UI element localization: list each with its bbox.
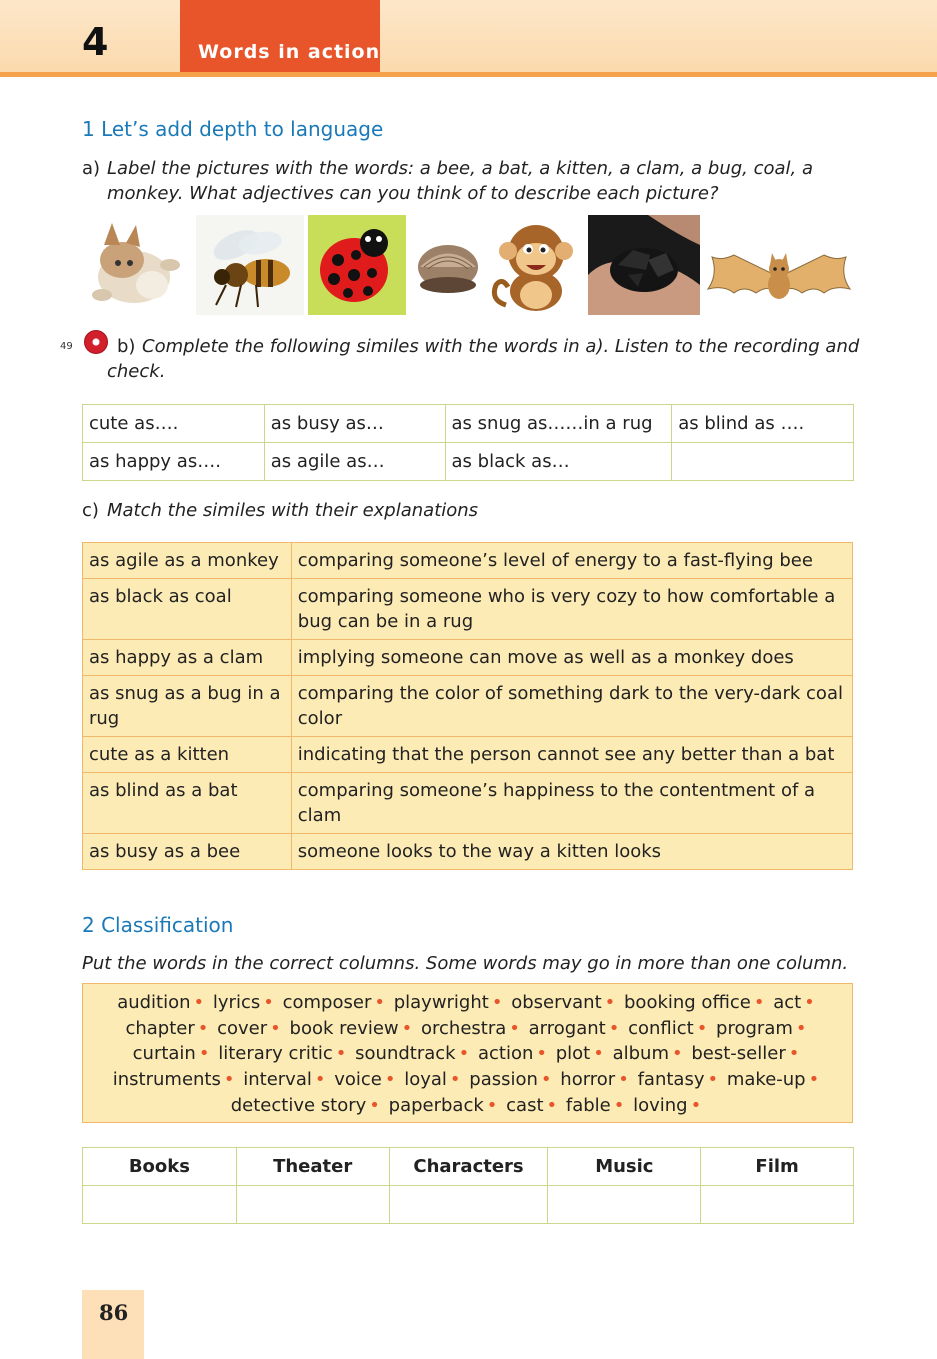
table-row xyxy=(83,443,854,481)
word-bank-item: instruments xyxy=(112,1069,221,1091)
word-bank-item: loving xyxy=(633,1094,688,1116)
simile-cell: as agile as a monkey xyxy=(83,543,292,579)
word-bank-item: booking office xyxy=(624,992,751,1013)
simile-cell: as happy as…. xyxy=(83,443,265,481)
word-bank-item: horror xyxy=(560,1069,616,1091)
simile-cell: as happy as a clam xyxy=(83,640,292,676)
table-row xyxy=(83,676,853,737)
bullet-separator: • xyxy=(449,1069,461,1091)
word-bank-item: observant xyxy=(511,992,602,1013)
bullet-separator: • xyxy=(546,1094,558,1116)
word-bank-item: act xyxy=(773,992,802,1013)
exercise-b-line2: check. xyxy=(107,361,166,382)
column-music: Music xyxy=(548,1148,701,1186)
simile-cell: as blind as a bat xyxy=(83,773,292,834)
table-row xyxy=(83,1186,854,1224)
bullet-separator: • xyxy=(314,1069,326,1091)
explanation-cell: implying someone can move as well as a monkey does xyxy=(291,640,852,676)
simile-cell: cute as…. xyxy=(83,405,265,443)
word-bank-item: voice xyxy=(334,1069,382,1091)
explanation-cell: indicating that the person cannot see any better than a bat xyxy=(291,737,852,773)
bullet-separator: • xyxy=(197,1017,209,1039)
simile-cell: as black as coal xyxy=(83,579,292,640)
word-bank-item: composer xyxy=(282,992,372,1013)
classification-instruction: Put the words in the correct columns. Some words may go in more than one column. xyxy=(82,953,849,974)
exercise-b-line1: Complete the following similes with the words in a). Listen to the recording and xyxy=(142,336,860,357)
bullet-separator: • xyxy=(270,1017,281,1039)
word-bank-item: program xyxy=(716,1017,793,1039)
simile-cell: as snug as a bug in a rug xyxy=(83,676,292,737)
match-table xyxy=(82,542,853,870)
word-bank-item: passion xyxy=(469,1069,538,1091)
table-header-row xyxy=(83,1148,854,1186)
word-bank-item: paperback xyxy=(388,1094,484,1116)
bullet-separator: • xyxy=(486,1094,498,1116)
bullet-separator: • xyxy=(613,1094,625,1116)
word-bank-item: action xyxy=(477,1043,534,1065)
bullet-separator: • xyxy=(788,1043,800,1065)
table-row xyxy=(83,579,853,640)
bullet-separator: • xyxy=(608,1017,620,1039)
table-row xyxy=(83,737,853,773)
bullet-separator: • xyxy=(223,1069,235,1091)
picture-strip xyxy=(82,215,854,315)
bullet-separator: • xyxy=(804,992,815,1013)
bullet-separator: • xyxy=(753,992,765,1013)
track-number: 49 xyxy=(60,341,73,352)
explanation-cell: someone looks to the way a kitten looks xyxy=(291,834,852,870)
word-bank-item: interval xyxy=(243,1069,312,1091)
unit-number: 4 xyxy=(82,20,109,64)
bullet-separator: • xyxy=(593,1043,604,1065)
word-bank-item: album xyxy=(612,1043,669,1065)
word-bank-item: fantasy xyxy=(637,1069,705,1091)
bullet-separator: • xyxy=(193,992,205,1013)
exercise-b-label: b) xyxy=(117,336,136,357)
word-bank-item: plot xyxy=(555,1043,591,1065)
bullet-separator: • xyxy=(672,1043,683,1065)
answer-cell[interactable] xyxy=(83,1186,237,1224)
column-theater: Theater xyxy=(236,1148,389,1186)
table-row xyxy=(83,640,853,676)
explanation-cell: comparing someone who is very cozy to how comfortable a bug can be in a rug xyxy=(291,579,852,640)
ladybug-picture xyxy=(308,215,406,315)
table-row xyxy=(83,773,853,834)
column-books: Books xyxy=(83,1148,237,1186)
bullet-separator: • xyxy=(808,1069,820,1091)
word-bank-item: cover xyxy=(217,1017,268,1039)
bullet-separator: • xyxy=(509,1017,520,1039)
simile-cell: as blind as …. xyxy=(672,405,854,443)
classification-table xyxy=(82,1147,854,1224)
bat-picture xyxy=(704,215,854,315)
unit-title: Words in action xyxy=(198,41,381,63)
bullet-separator: • xyxy=(491,992,503,1013)
word-bank xyxy=(82,983,853,1123)
bullet-separator: • xyxy=(690,1094,702,1116)
table-row xyxy=(83,405,854,443)
word-bank-item: conflict xyxy=(628,1017,694,1039)
bullet-separator: • xyxy=(604,992,616,1013)
word-bank-item: audition xyxy=(117,992,191,1013)
word-bank-item: soundtrack xyxy=(355,1043,456,1065)
table-row xyxy=(83,543,853,579)
word-bank-item: best-seller xyxy=(691,1043,786,1065)
bullet-separator: • xyxy=(384,1069,396,1091)
bullet-separator: • xyxy=(696,1017,708,1039)
monkey-picture xyxy=(488,215,584,315)
section2-title: 2 Classification xyxy=(82,913,234,937)
table-row xyxy=(83,834,853,870)
bullet-separator: • xyxy=(374,992,385,1013)
bullet-separator: • xyxy=(369,1094,380,1116)
word-bank-item: literary critic xyxy=(218,1043,333,1065)
bullet-separator: • xyxy=(618,1069,629,1091)
bullet-separator: • xyxy=(335,1043,347,1065)
explanation-cell: comparing the color of something dark to the very-dark coal color xyxy=(291,676,852,737)
similes-table xyxy=(82,404,854,481)
answer-cell[interactable] xyxy=(548,1186,701,1224)
word-bank-item: arrogant xyxy=(528,1017,606,1039)
explanation-cell: comparing someone’s happiness to the contentment of a clam xyxy=(291,773,852,834)
bullet-separator: • xyxy=(536,1043,547,1065)
audio-cd-icon[interactable] xyxy=(84,330,108,354)
word-bank-item: orchestra xyxy=(421,1017,507,1039)
column-characters: Characters xyxy=(389,1148,548,1186)
bullet-separator: • xyxy=(458,1043,470,1065)
answer-cell[interactable] xyxy=(389,1186,548,1224)
word-bank-item: cast xyxy=(506,1094,544,1116)
kitten-picture xyxy=(82,215,190,315)
bullet-separator: • xyxy=(401,1017,413,1039)
exercise-a-label: a) xyxy=(82,158,101,179)
exercise-c-text: Match the similes with their explanations xyxy=(107,500,479,521)
word-bank-item: curtain xyxy=(132,1043,196,1065)
simile-cell: cute as a kitten xyxy=(83,737,292,773)
bullet-separator: • xyxy=(540,1069,552,1091)
word-bank-item: playwright xyxy=(393,992,489,1013)
exercise-a-line2: monkey. What adjectives can you think of to describe each picture? xyxy=(107,183,719,204)
word-bank-item: lyrics xyxy=(212,992,261,1013)
bee-picture xyxy=(196,215,304,315)
header-band xyxy=(0,0,937,74)
answer-cell[interactable] xyxy=(701,1186,854,1224)
exercise-a-line1: Label the pictures with the words: a bee, a bat, a kitten, a clam, a bug, coal, a xyxy=(107,158,814,179)
bullet-separator: • xyxy=(198,1043,210,1065)
simile-cell: as busy as… xyxy=(264,405,445,443)
bullet-separator: • xyxy=(263,992,274,1013)
simile-cell: as black as… xyxy=(445,443,672,481)
answer-cell[interactable] xyxy=(236,1186,389,1224)
simile-cell: as busy as a bee xyxy=(83,834,292,870)
page-number: 86 xyxy=(99,1300,129,1325)
simile-cell: as snug as……in a rug xyxy=(445,405,672,443)
section1-title: 1 Let’s add depth to language xyxy=(82,117,384,141)
exercise-c-label: c) xyxy=(82,500,99,521)
word-bank-item: make-up xyxy=(726,1069,806,1091)
bullet-separator: • xyxy=(795,1017,807,1039)
explanation-cell: comparing someone’s level of energy to a fast-flying bee xyxy=(291,543,852,579)
simile-cell xyxy=(672,443,854,481)
simile-cell: as agile as… xyxy=(264,443,445,481)
bullet-separator: • xyxy=(707,1069,719,1091)
coal-picture xyxy=(588,215,700,315)
word-bank-item: book review xyxy=(289,1017,399,1039)
header-rule xyxy=(0,72,937,77)
clam-picture xyxy=(412,215,484,315)
word-bank-item: fable xyxy=(565,1094,611,1116)
word-bank-item: detective story xyxy=(230,1094,367,1116)
column-film: Film xyxy=(701,1148,854,1186)
word-bank-item: chapter xyxy=(125,1017,195,1039)
word-bank-item: loyal xyxy=(404,1069,447,1091)
